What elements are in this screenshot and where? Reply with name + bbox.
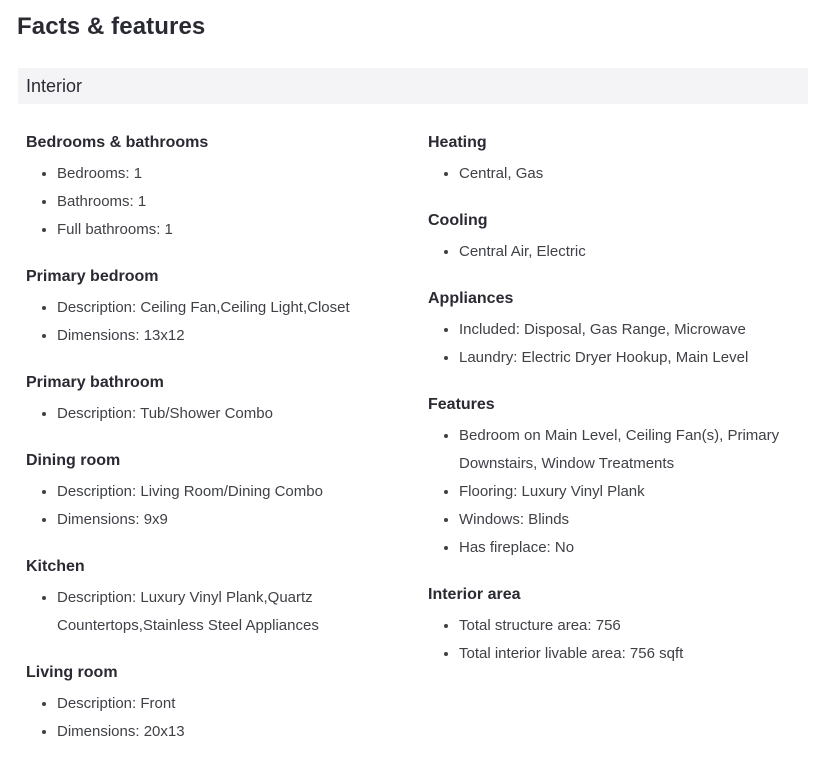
fact-list — [428, 422, 808, 562]
fact-item: • Description: Luxury Vinyl Plank,Quartz Countertops,Stainless Steel Appliances — [57, 584, 379, 640]
facts-features-panel — [0, 13, 840, 776]
fact-item: • Included: Disposal, Gas Range, Microwave — [459, 316, 781, 344]
fact-group-heading: Primary bedroom — [26, 268, 159, 285]
fact-group-bedrooms-bathrooms — [26, 134, 428, 244]
fact-item: • Central, Gas — [459, 160, 781, 188]
fact-item: • Full bathrooms: 1 — [57, 216, 379, 244]
fact-group-heading: Bedrooms & bathrooms — [26, 134, 209, 151]
fact-group-kitchen — [26, 558, 428, 640]
fact-list — [26, 584, 428, 640]
fact-group-living-room — [26, 664, 428, 746]
fact-item: • Bedroom on Main Level, Ceiling Fan(s), Primary Downstairs, Window Treatments — [459, 422, 781, 478]
fact-group-heading: Features — [428, 396, 495, 413]
fact-item: • Has fireplace: No — [459, 534, 781, 562]
fact-group-heading: Primary bathroom — [26, 374, 164, 391]
fact-group-heading: Kitchen — [26, 558, 85, 575]
fact-item: • Description: Tub/Shower Combo — [57, 400, 379, 428]
fact-item: • Total structure area: 756 — [459, 612, 781, 640]
fact-group-heading: Living room — [26, 664, 118, 681]
fact-group-dining-room — [26, 452, 428, 534]
fact-group-heading: Heating — [428, 134, 487, 151]
fact-item: • Laundry: Electric Dryer Hookup, Main Level — [459, 344, 781, 372]
fact-item: • Bedrooms: 1 — [57, 160, 379, 188]
fact-group-primary-bedroom — [26, 268, 428, 350]
fact-list — [26, 478, 428, 534]
fact-group-primary-bathroom — [26, 374, 428, 428]
fact-group-interior-area — [428, 586, 808, 668]
fact-item: • Description: Front — [57, 690, 379, 718]
fact-group-cooling — [428, 212, 808, 266]
fact-item: • Dimensions: 20x13 — [57, 718, 379, 746]
fact-item: • Bathrooms: 1 — [57, 188, 379, 216]
fact-item: • Windows: Blinds — [459, 506, 781, 534]
fact-item: • Total interior livable area: 756 sqft — [459, 640, 781, 668]
fact-list — [26, 160, 428, 244]
fact-group-features — [428, 396, 808, 562]
page-title: Facts & features — [17, 13, 206, 40]
fact-list — [26, 690, 428, 746]
fact-list — [428, 238, 808, 266]
fact-item: • Description: Living Room/Dining Combo — [57, 478, 379, 506]
fact-group-heading: Cooling — [428, 212, 488, 229]
fact-group-appliances — [428, 290, 808, 372]
fact-item: • Dimensions: 9x9 — [57, 506, 379, 534]
fact-list — [428, 612, 808, 668]
interior-section-header — [18, 68, 808, 104]
fact-list — [428, 160, 808, 188]
facts-column-right — [428, 134, 808, 770]
interior-section-label: Interior — [26, 75, 83, 96]
fact-group-heading: Dining room — [26, 452, 121, 469]
fact-item: • Description: Ceiling Fan,Ceiling Light,Closet — [57, 294, 379, 322]
fact-group-heading: Interior area — [428, 586, 521, 603]
fact-item: • Flooring: Luxury Vinyl Plank — [459, 478, 781, 506]
fact-list — [26, 294, 428, 350]
fact-list — [26, 400, 428, 428]
fact-item: • Dimensions: 13x12 — [57, 322, 379, 350]
fact-list — [428, 316, 808, 372]
fact-item: • Central Air, Electric — [459, 238, 781, 266]
fact-group-heating — [428, 134, 808, 188]
fact-group-heading: Appliances — [428, 290, 514, 307]
facts-column-left — [26, 134, 428, 770]
facts-columns — [26, 134, 840, 770]
